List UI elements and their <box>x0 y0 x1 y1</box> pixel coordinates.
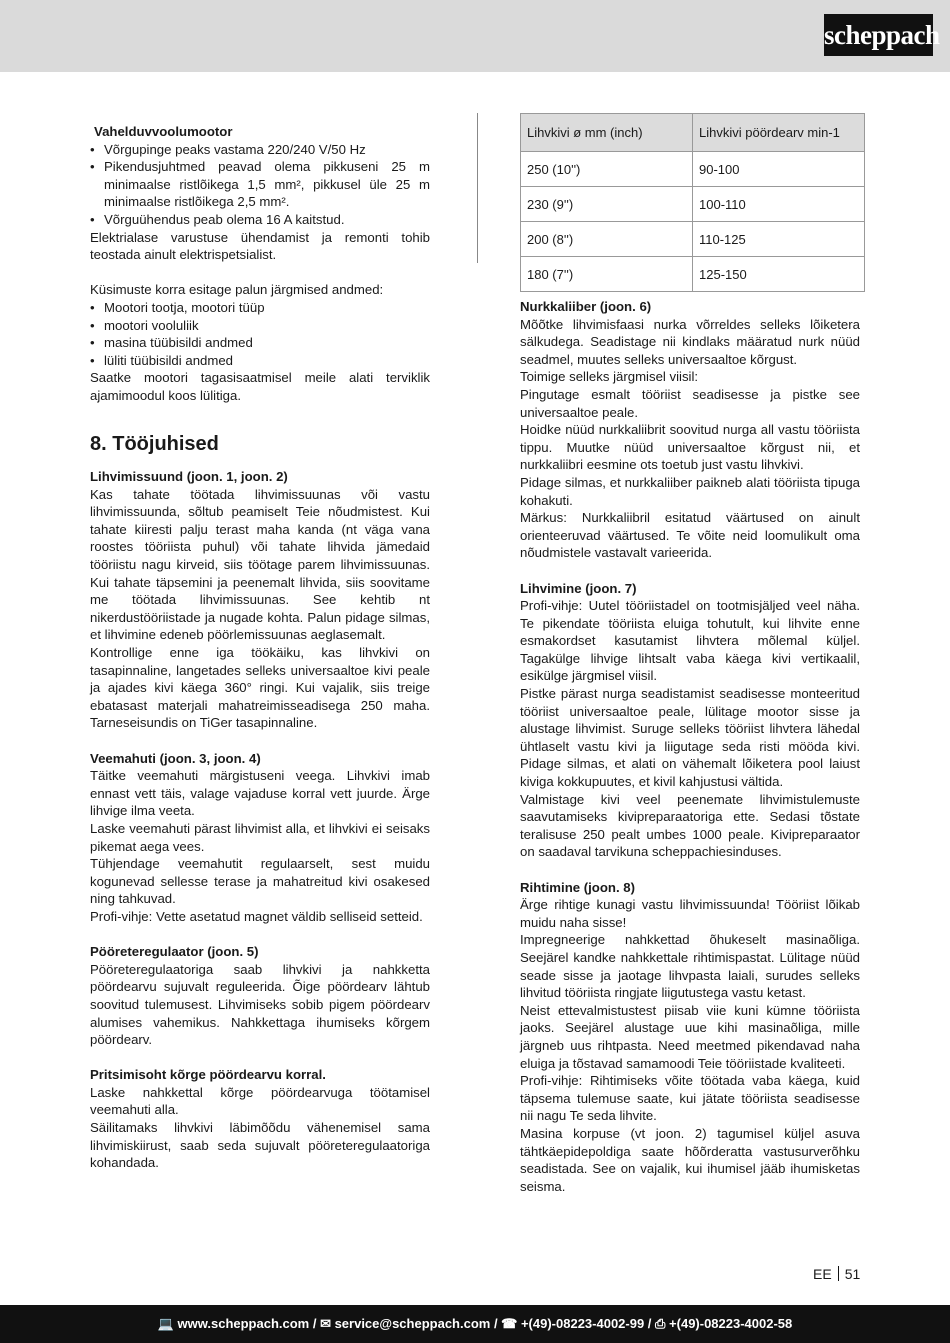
language-code: EE <box>813 1266 832 1282</box>
table-cell: 125-150 <box>693 257 865 292</box>
laptop-icon: 💻 <box>157 1316 174 1331</box>
list-item: • masina tüübisildi andmed <box>90 334 430 352</box>
water-tank-heading: Veemahuti (joon. 3, joon. 4) <box>90 750 261 766</box>
footer-contact-text: www.scheppach.com / ✉ service@scheppach.com / ☎ +(49)-08223-4002-99 / ⎙ +(49)-08223-4002-58 <box>177 1316 793 1331</box>
table-cell: 200 (8'') <box>521 222 693 257</box>
page-number <box>813 1266 860 1282</box>
grinding-heading: Lihvimine (joon. 7) <box>520 580 637 596</box>
splash-warning-heading: Pritsimisoht kõrge pöördearvu korral. <box>90 1067 326 1083</box>
table-cell: 90-100 <box>693 152 865 187</box>
list-item: • Mootori tootja, mootori tüüp <box>90 299 430 317</box>
motor-list <box>90 141 430 229</box>
table-header-cell: Lihvkivi pöördearv min-1 <box>693 114 865 152</box>
list-item: • mootori vooluliik <box>90 317 430 335</box>
table-row <box>521 257 865 292</box>
table-cell: 100-110 <box>693 187 865 222</box>
left-column <box>90 123 430 1172</box>
speed-regulator-text: Pööreteregulaatoriga saab lihvkivi ja nahkketta pöördearvu sujuvalt reguleerida. Õige pöördearv lähtub soovitud tulemusest. Lihvimiseks sobib pigem pöördearv alumises vahemikus. Nahkkettaga ihumiseks kõrgem pöördearv. <box>90 961 430 1048</box>
right-column <box>520 298 860 1195</box>
grind-direction-text-2: Kontrollige enne iga töökäiku, kas lihvkivi on tasapinnaline, langetades selleks universaaltoe kivi peale ja ajades kivi käega 360° ringi. Kui vajalik, siis treige ebatasast materjali mahatreimisseadisega 250 maha. Tarneseisundis on TiGer tasapinnaline. <box>90 645 430 731</box>
query-intro: Küsimuste korra esitage palun järgmised andmed: <box>90 282 384 298</box>
list-item: • Pikendusjuhtmed peavad olema pikkuseni 25 m minimaalse ristlõikega 1,5 mm², pikkusel üle 25 m minimaalse ristlõikega 2,5 mm². <box>90 158 430 211</box>
angle-gauge-text: Hoidke nüüd nurkkaliibrit soovitud nurga all vastu tööriista tippu. Muutke nüüd universaaltoe kõrgust nii, et nurkkaliibri eesmine ots toetub just vastu lihvkivi. <box>520 422 860 473</box>
angle-gauge-heading: Nurkkaliiber (joon. 6) <box>520 299 652 314</box>
grind-direction-heading: Lihvimissuund (joon. 1, joon. 2) <box>90 469 288 485</box>
grindstone-speed-table <box>520 113 865 292</box>
grinding-text: Valmistage kivi veel peenemate lihvimistulemuste saavutamiseks kivipreparaatoriga ette. Sedasi tõstate teralisuse 250 pealt umbes 1000 peale. Kivipreparaator on saadaval tarvikuna scheppachiesinduses. <box>520 791 860 860</box>
table-row <box>521 222 865 257</box>
table-row <box>521 152 865 187</box>
water-tank-text: Tühjendage veemahutit regulaarselt, sest muidu kogunevad sellesse terase ja mahatreitud kivi osakesed ning tahkuvad. <box>90 856 430 907</box>
table-header-row <box>521 114 865 152</box>
table-cell: 180 (7'') <box>521 257 693 292</box>
grind-direction-text: Kas tahate töötada lihvimissuunas või vastu lihvimissuunda, sõltub peamiselt Teie nõudmistest. Kui tahate kiiresti palju terast maha kanda (nt väga vana roostes tööriista puhul) või tahate lihvida jämedaid tööriistu nagu kirveid, siis töötage parem lihvimissuunas. Kui tahate täpsemini ja peenemalt lihvida, siis soovitame me töötada lihvimissuunas. See kehtib nt nikerdustööriistade ja nugade kohta. Palun pidage silmas, et lihvimine edeneb pöörlemissuunas aeglasemalt. <box>90 486 430 643</box>
list-item: • Võrguühendus peab olema 16 A kaitstud. <box>90 211 430 229</box>
grinding-text: Pistke pärast nurga seadistamist seadisesse monteeritud tööriist universaaltoe peale, lülitage mootor sisse ja alustage lihvimist. Suruge selleks tööriist lihvtera lähedal ühtlaselt vastu kivi ja liigutage seda risti mööda kivi. Pidage silmas, et alati on vähemalt lõiketera pool laiust kiviga kokkupuutes, et kivil kahjustusi vältida. <box>520 686 860 790</box>
page-number-value: 51 <box>844 1266 861 1282</box>
motor-note: Elektrialase varustuse ühendamist ja remonti tohib teostada ainult elektrispetsialist. <box>90 229 430 263</box>
table-row <box>521 187 865 222</box>
grinding-text: Profi-vihje: Uutel tööriistadel on tootmisjäljed veel näha. Te pikendate tööriista eluiga tohutult, kui lihvite enne esmakordset kasutamist lihvtera mõlemal küljel. Tagakülge lihvige lihtsalt vaba käega kivi vertikaalil, esikülge järgmisel viisil. <box>520 598 860 684</box>
table-header-cell: Lihvkivi ø mm (inch) <box>521 114 693 152</box>
motor-heading: Vahelduvvoolumootor <box>94 124 233 139</box>
water-tank-text: Laske veemahuti pärast lihvimist alla, et lihvkivi ei seisaks pikemat aega vees. <box>90 820 430 854</box>
angle-gauge-text: Märkus: Nurkkaliibril esitatud väärtused on ainult orienteeruvad väärtused. Te võite neid loomulikult oma nõudmistele vastavalt varieerida. <box>520 510 860 561</box>
section-title: 8. Tööjuhised <box>90 433 219 456</box>
honing-text: Ärge rihtige kunagi vastu lihvimissuunda! Tööriist lõikab muidu naha sisse! <box>520 897 860 930</box>
list-item: • Võrgupinge peaks vastama 220/240 V/50 Hz <box>90 141 430 159</box>
splash-warning-text: Laske nahkkettal kõrge pöördearvuga töötamisel veemahuti alla. <box>90 1084 430 1118</box>
scheppach-logo: scheppach <box>824 14 933 56</box>
angle-gauge-text: Pingutage esmalt tööriist seadisesse ja pistke see universaaltoe peale. <box>520 386 860 420</box>
table-cell: 250 (10'') <box>521 152 693 187</box>
honing-text: Masina korpuse (vt joon. 2) tagumisel küljel asuva tähtkäepidepoldiga saate hõõrderatta vastusurverõhku seadistada. See on vajalik, kui ihumisel jääb ihumisketas seisma. <box>520 1125 860 1194</box>
footer-bar <box>0 1305 950 1343</box>
list-item: • lüliti tüübisildi andmed <box>90 352 430 370</box>
splash-warning-text: Säilitamaks lihvkivi läbimõõdu vähenemisel sama lihvimiskiirust, saab seda sujuvalt pööreteregulaatoriga kohandada. <box>90 1120 430 1171</box>
query-note: Saatke mootori tagasisaatmisel meile alati terviklik ajamimoodul koos lülitiga. <box>90 370 430 403</box>
speed-regulator-heading: Pööreteregulaator (joon. 5) <box>90 944 259 960</box>
water-tank-text: Täitke veemahuti märgistuseni veega. Lihvkivi imab ennast vett täis, valage vajaduse korral vett juurde. Ärge lihvige ilma veeta. <box>90 768 430 819</box>
header-bar <box>0 0 950 72</box>
angle-gauge-text: Pidage silmas, et nurkkaliiber paikneb alati tööriista tipuga kohakuti. <box>520 474 860 508</box>
honing-heading: Rihtimine (joon. 8) <box>520 879 636 895</box>
honing-text: Neist ettevalmistustest piisab viie kuni kümne tööriista jaoks. Seejärel alustage uue kihi masinaõliga, mille järgneb uus rihtpasta. Need meetmed pikendavad naha eluiga ja tõstavad samamoodi Teie tööriistade kvaliteeti. <box>520 1002 860 1071</box>
column-divider <box>477 113 478 263</box>
honing-text: Impregneerige nahkkettad õhukeselt masinaõliga. Seejärel kandke nahkkettale rihtimispastat. Lülitage nüüd seade sisse ja jaotage lihvpasta laiali, surudes selleks lihvitud tööriista ringjate liigutustega vastu ketast. <box>520 932 860 1001</box>
table-cell: 230 (9'') <box>521 187 693 222</box>
angle-gauge-text: Toimige selleks järgmisel viisil: <box>520 369 699 385</box>
table-cell: 110-125 <box>693 222 865 257</box>
water-tank-text: Profi-vihje: Vette asetatud magnet väldib selliseid setteid. <box>90 908 423 924</box>
honing-text: Profi-vihje: Rihtimiseks võite töötada vaba käega, kuid täpsema tulemuse saate, kui jätate tööriista seadisesse nii nagu Te seda lihvite. <box>520 1073 860 1124</box>
query-list <box>90 299 430 369</box>
angle-gauge-text: Mõõtke lihvimisfaasi nurka võrreldes selleks lõiketera sälkudega. Seadistage nii kindlaks määratud nurk nüüd seadmel, muutes selleks universaaltoe kõrgust. <box>520 316 860 367</box>
